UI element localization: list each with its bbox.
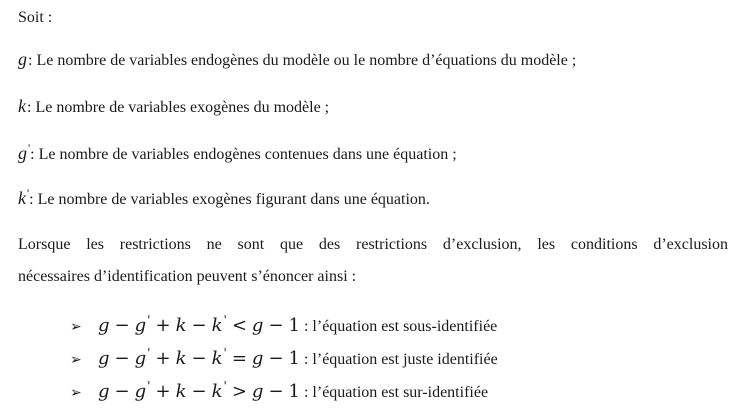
definition-g [18,49,576,71]
var-symbol: k [18,188,26,208]
var-symbol: g [18,49,27,69]
condition-under-identified [70,315,497,339]
operator: > [231,381,247,402]
definition-text: : Le nombre de variables exogènes figurant dans une équation. [29,191,430,208]
condition-text: : l’équation est sur-identifiée [299,384,489,401]
formula: g − g' + k − k' < g − 1 [98,313,300,336]
arrow-bullet-icon: ➢ [70,386,82,401]
formula: g − g' + k − k' > g − 1 [98,379,300,402]
var-symbol: g [18,143,27,163]
definition-text: : Le nombre de variables endogènes du modèle ou le nombre d’équations du modèle ; [28,52,577,69]
definition-g-prime [18,143,457,165]
definition-text: : Le nombre de variables exogènes du modèle ; [27,99,330,116]
prime-mark: ' [28,141,31,155]
arrow-bullet-icon: ➢ [70,320,82,335]
formula: g − g' + k − k' = g − 1 [98,346,300,369]
definition-k-prime [18,188,430,210]
condition-text: : l’équation est sous-identifiée [299,318,498,335]
condition-text: : l’équation est juste identifiée [299,351,498,368]
condition-over-identified [70,381,488,405]
definition-text: : Le nombre de variables endogènes contenues dans une équation ; [30,146,457,163]
definition-k [18,96,329,118]
intro-text: Soit : [18,9,53,26]
arrow-bullet-icon: ➢ [70,353,82,368]
operator: < [231,315,247,336]
operator: = [231,348,247,369]
var-symbol: k [18,96,26,116]
prime-mark: ' [27,186,30,200]
paragraph-line-2: nécessaires d’identification peuvent s’énoncer ainsi : [18,268,357,285]
paragraph-line-1: Lorsque les restrictions ne sont que des restrictions d’exclusion, les conditions d’exclusion [18,236,728,253]
condition-just-identified [70,348,498,372]
